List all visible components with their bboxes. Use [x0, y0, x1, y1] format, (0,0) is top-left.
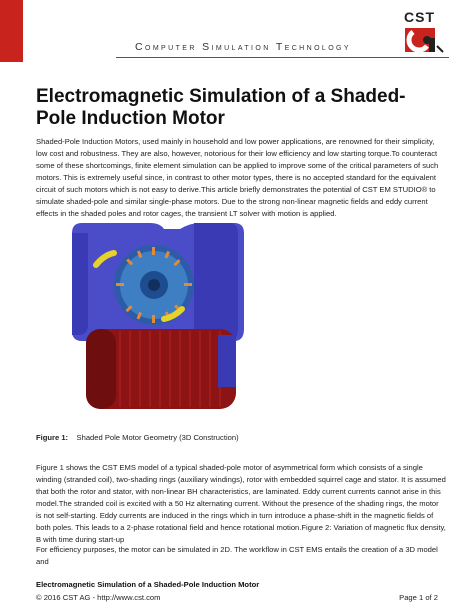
header-divider [116, 57, 449, 58]
efficiency-paragraph: For efficiency purposes, the motor can be simulated in 2D. The workflow in CST EMS entails the creation of a 3D model and [36, 545, 438, 566]
figure-caption-label: Figure 1: [36, 433, 69, 442]
figure-caption-text: Shaded Pole Motor Geometry (3D Construction) [76, 433, 239, 442]
brand-name: CST [404, 9, 435, 25]
footer-title: Electromagnetic Simulation of a Shaded-Pole Induction Motor [36, 580, 260, 589]
body-paragraph: Figure 1 shows the CST EMS model of a typical shaded-pole motor of asymmetrical form which consists of a single winding (stranded coil), two-shading rings (auxiliary windings), rotor with embedded squirrel cage and stator. It is assumed that both the rotor and stator, with non-linear BH characteristics, are laminated. Eddy current currents cannot arise in this model.The stranded coil is excited with a 50 Hz alternating current. Without the presence of the shading rings, the motor is not self-starting. Eddy currents are induced in the rings which in turn introduce a phase-shift in the magnetic fields of both poles. This leads to a 2-phase rotational field and hence rotational motion.Figure 2: Variation of magnetic flux density, B with time during start-up [36, 463, 446, 544]
figure-caption [36, 433, 239, 442]
page-title: Electromagnetic Simulation of a Shaded-Pole Induction Motor [36, 86, 406, 129]
motor-geometry-figure [68, 215, 248, 415]
company-name: Computer Simulation Technology [135, 41, 351, 53]
header-red-bar [0, 0, 23, 62]
footer-copyright: © 2016 CST AG - http://www.cst.com [36, 593, 161, 602]
intro-paragraph: Shaded-Pole Induction Motors, used mainly in household and low power applications, are renowned for their simplicity, low cost and robustness. They are also, however, notorious for their low efficiency and low starting torque.To counteract some of these shortcomings, finite element simulation can be applied to improve some of the critical parameters of such motors. This is extremely useful since, in contrast to other motor types, there is no accepted standard for the equivalent circuit of such motors which is not easy to derive.This article briefly demonstrates the potential of CST EM STUDIO® to simulate shaded-pole and similar single-phase motors. Due to the strong non-linear magnetic fields and eddy current effects in the shaded poles and rotor cages, the transient LT solver with motion is applied. [36, 137, 439, 218]
footer-page-number: Page 1 of 2 [399, 593, 438, 602]
